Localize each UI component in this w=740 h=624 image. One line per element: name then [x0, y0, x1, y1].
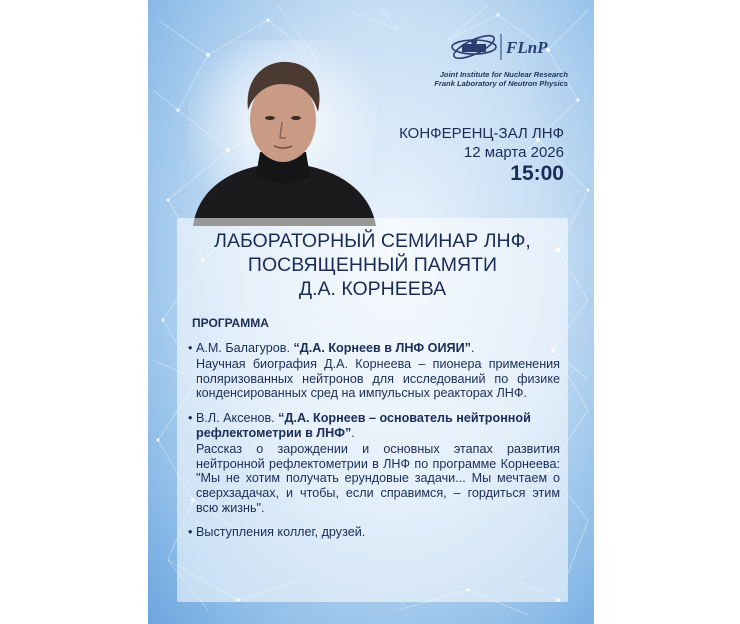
talk-description: Рассказ о зарождении и основных этапах развития нейтронной рефлектометрии в ЛНФ по программе Корнеева: "Мы не хотим получать ерундовые задачи... Мы мечтаем о сверхзадачах, и чтобы, если справимся, – гордиться этим всю жизнь".	[196, 442, 560, 515]
seminar-title	[177, 229, 568, 301]
org-line-1: Joint Institute for Nuclear Research	[439, 70, 568, 79]
logo-text: FLnP	[506, 38, 548, 57]
program-item	[188, 411, 560, 515]
program-item	[188, 525, 560, 540]
talk-end: .	[470, 340, 475, 355]
program-heading: ПРОГРАММА	[192, 316, 269, 330]
org-line-2: Frank Laboratory of Neutron Physics	[434, 79, 568, 88]
program	[188, 316, 560, 550]
title-line-3: Д.А. КОРНЕЕВА	[298, 278, 447, 300]
bullet: •	[188, 410, 193, 425]
event-time: 15:00	[510, 162, 564, 185]
talk-title: “Д.А. Корнеев – основатель нейтронной рефлектометрии в ЛНФ”	[196, 410, 531, 440]
title-line-1: ЛАБОРАТОРНЫЙ СЕМИНАР ЛНФ,	[214, 230, 531, 252]
jinr-atom-icon	[444, 30, 564, 64]
seminar-poster	[148, 0, 594, 624]
talk-end: .	[351, 425, 355, 440]
venue: КОНФЕРЕНЦ-ЗАЛ ЛНФ	[399, 125, 564, 142]
talk-description: Научная биография Д.А. Корнеева – пионера применения поляризованных нейтронов для исследований по физике конденсированных сред на импульсных реакторах ЛНФ.	[196, 357, 560, 401]
speaker: В.Л. Аксенов.	[196, 410, 275, 425]
title-line-2: ПОСВЯЩЕННЫЙ ПАМЯТИ	[247, 254, 498, 276]
bullet: •	[188, 525, 193, 540]
item-text: Выступления коллег, друзей.	[196, 525, 366, 540]
speaker: А.М. Балагуров.	[196, 340, 290, 355]
portrait-photo	[188, 40, 378, 226]
event-info	[384, 124, 564, 186]
talk-title: “Д.А. Корнеев в ЛНФ ОИЯИ”	[293, 340, 471, 355]
program-item	[188, 341, 560, 401]
bullet: •	[188, 340, 193, 355]
organization-name	[388, 70, 568, 88]
flnp-logo	[444, 30, 564, 64]
event-date: 12 марта 2026	[463, 144, 564, 161]
